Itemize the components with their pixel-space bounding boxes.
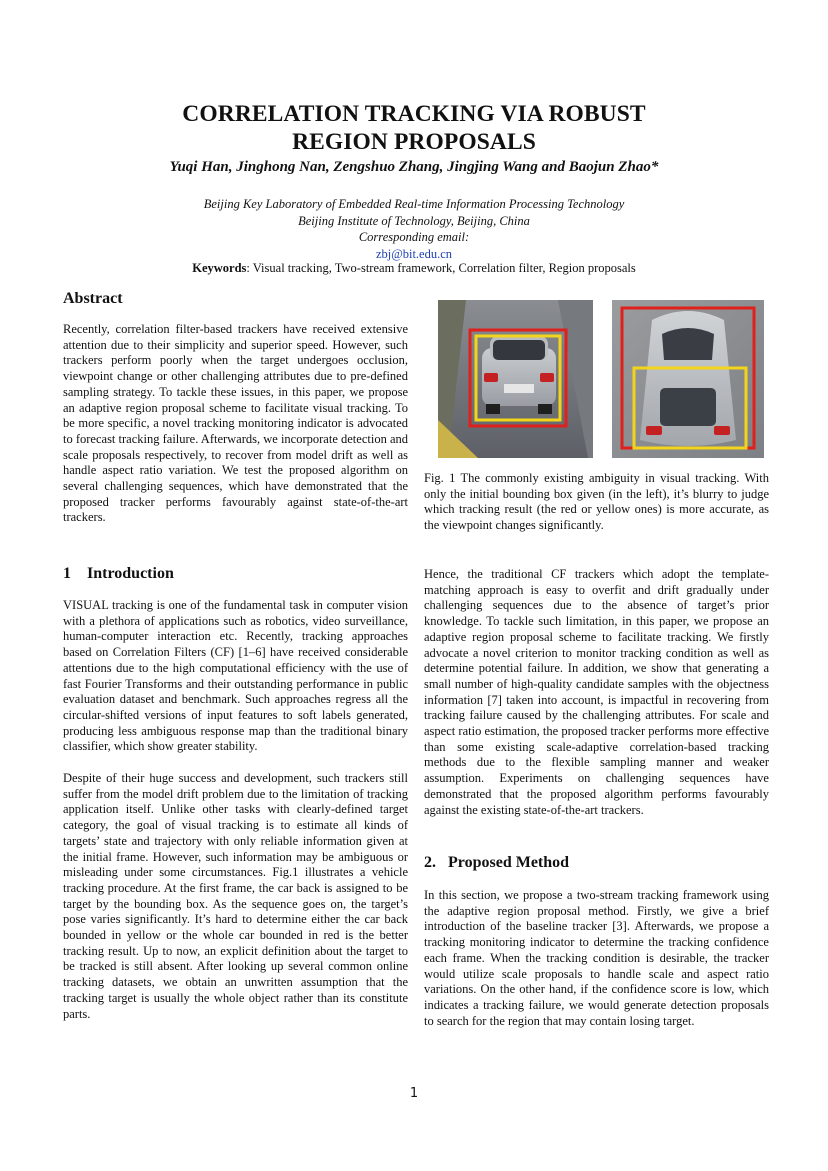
section-title: Introduction (87, 565, 174, 582)
method-paragraph-1: In this section, we propose a two-stream tracking framework using the adaptive region proposal method. Firstly, we give a brief introduction of the baseline tracker [3]. Afterwards, we propose a tracking monitoring indicator to determine the tracking confidence each frame. When the tracking condition is desirable, the tracker would utilize scale proposals to handle scale and aspect ratio variations. On the other hand, if the confidence score is low, which indicates a tracking failure, we would generate detection proposals to search for the region that may contain losing target. (424, 888, 769, 1028)
title-line-2: REGION PROPOSALS (292, 129, 536, 155)
figure-initial-frame (438, 300, 593, 458)
intro-paragraph-2: Despite of their huge success and development, such trackers still suffer from the model drift problem due to the limitation of tracking application itself. Unlike other tasks with clearly-defined target category, the goal of visual tracking is to estimate all kinds of targets’ state and trajectory with only reliable information given at the initial frame. However, such information may be ambiguous or misleading under some circumstances. Fig.1 illustrates a vehicle tracking procedure. At the first frame, the car back is assigned to be target by the bounding box. As the sequence goes on, the target’s pose varies significantly. It’s hard to determine either the car back bounded in yellow or the whole car bounded in red is the better tracking result. Up to now, an explicit definition about the target to be tracked is still absent. After looking up several common online tracking datasets, we obtain an unwritten assumption that the tracking target is usually the whole object rather than its constitute parts. (63, 771, 408, 1021)
figure-later-frame (612, 300, 764, 458)
section-number: 2. (424, 854, 436, 871)
intro-heading (63, 565, 174, 583)
car-top-view-photo (612, 300, 764, 458)
car-back-photo (438, 300, 593, 458)
method-heading (424, 854, 569, 872)
affiliation-lab: Beijing Key Laboratory of Embedded Real-time Information Processing Technology (203, 197, 625, 211)
author-list: Yuqi Han, Jinghong Nan, Zengshuo Zhang, Jingjing Wang and Baojun Zhao* (169, 159, 659, 175)
email-label: Corresponding email: (358, 230, 470, 244)
corresponding-email-line (0, 229, 828, 262)
intro-paragraph-3: Hence, the traditional CF trackers which adopt the template-matching approach is easy to overfit and drift gradually under challenging sequences due to the absence of target’s prior knowledge. To tackle such limitation, in this paper, we propose an adaptive region proposal scheme to facilitate tracking. We firstly advocate a novel criterion to monitor tracking condition as well as determine potential failure. In addition, we show that generating a small number of high-quality candidate samples with the objectness information [7] taken into account, is impactful in recovering from tracking failure caused by the challenging attributes. For scale and aspect ratio estimation, the proposed tracker performs more effective than some existing scale-adaptive correlation-based tracking methods due to the flexible sampling manner and weaker assumption. Experiments on challenging sequences have demonstrated that the proposed algorithm performs favourably against the existing state-of-the-art trackers. (424, 567, 769, 817)
email-link[interactable]: zbj@bit.edu.cn (375, 246, 453, 261)
affiliation-institute: Beijing Institute of Technology, Beijing, China (298, 213, 530, 228)
title-line-1: CORRELATION TRACKING VIA ROBUST (182, 101, 646, 127)
intro-paragraph-1: VISUAL tracking is one of the fundamental task in computer vision with a plethora of applications such as robotics, video surveillance, human-computer interaction etc. Recently, tracking approaches based on Correlation Filters (CF) [1–6] have received considerable attentions due to the high computational efficiency with the use of fast Fourier Transforms and their outstanding performance in public evaluation dataset and benchmark. Such approaches regress all the circular-shifted versions of input features to soft labels generated, producing less ambiguous response map than the traditional binary classifier, which show greater stability. (63, 598, 408, 754)
page-number: 1 (409, 1086, 419, 1101)
keywords-text: : Visual tracking, Two-stream framework, Correlation filter, Region proposals (246, 261, 636, 275)
abstract-text: Recently, correlation filter-based trackers have received extensive attention due to their simplicity and superior speed. However, such trackers perform poorly when the target undergoes occlusion, viewpoint change or other challenging attributes due to pre-defined sampling strategy. To tackle these issues, in this paper, we propose an adaptive region proposal scheme to facilitate visual tracking. To be more specific, a novel tracking monitoring indicator is advocated to forecast tracking failure. Afterwards, we incorporate detection and scale proposals respectively, to recover from model drift as well as handle aspect ratio variation. We test the proposed algorithm on several challenging sequences, which have demonstrated that the proposed tracker performs favourably against state-of-the-art trackers. (63, 322, 408, 525)
abstract-heading: Abstract (63, 290, 123, 307)
section-title: Proposed Method (448, 854, 570, 871)
paper-title (0, 100, 828, 156)
affiliation-block (0, 196, 828, 262)
figure-caption: Fig. 1 The commonly existing ambiguity in visual tracking. With only the initial bounding box given (in the left), it’s blurry to judge which tracking result (the red or yellow ones) is more accurate, as the viewpoint changes significantly. (424, 471, 769, 533)
keywords-line (0, 261, 828, 276)
keywords-label: Keywords (192, 261, 247, 275)
section-number: 1 (63, 565, 71, 582)
